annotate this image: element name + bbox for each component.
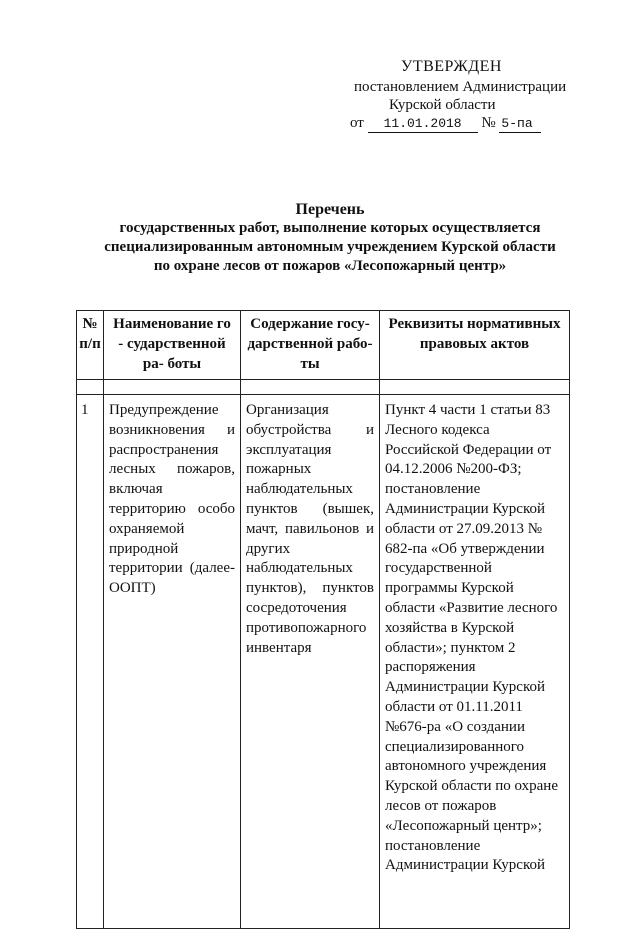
approval-line-resolution: постановлением Администрации (354, 79, 567, 95)
number-prefix: № (481, 115, 496, 131)
row-number: 1 (77, 395, 104, 929)
approval-stamp (0, 0, 640, 140)
table-spacer-row (77, 380, 570, 395)
header-work-name: Наименование го - сударственной ра- боты (104, 311, 241, 380)
document-title (100, 200, 560, 276)
approval-line-region: Курской области (389, 97, 496, 113)
header-legal-acts: Реквизиты нормативных правовых актов (380, 311, 570, 380)
approval-date: 11.01.2018 (368, 116, 478, 133)
header-work-content: Содержание госу- дарственной рабо- ты (241, 311, 380, 380)
header-number: № п/п (77, 311, 104, 380)
row-work-content: Организация обустройства и эксплуатация пожарных наблюдательных пунктов (вышек, мачт, павильонов и других наблюдательных пунктов), пунктов сосредоточения противопожарного инвентаря (241, 395, 380, 929)
title-subtitle: государственных работ, выполнение которых осуществляется специализированным автономным учреждением Курской области по охране лесов от пожаров «Лесопожарный центр» (104, 220, 556, 274)
table-row (77, 395, 570, 929)
approved-heading: УТВЕРЖДЕН (401, 58, 502, 75)
works-table (76, 310, 570, 929)
row-legal-acts: Пункт 4 части 1 статьи 83 Лесного кодекса Российской Федерации от 04.12.2006 №200-ФЗ; постановление Администрации Курской области от 27.09.2013 № 682-па «Об утверждении государственной программы Курской области «Развитие лесного хозяйства в Курской области»; пунктом 2 распоряжения Администрации Курской области от 01.11.2011 №676-ра «О создании специализированного автономного учреждения Курской области по охране лесов от пожаров «Лесопожарный центр»; постановление Администрации Курской (380, 395, 570, 929)
from-prefix: от (350, 115, 364, 131)
row-work-name: Предупреждение возникновения и распространения лесных пожаров, включая территорию особо охраняемой природной территории (далее-ООПТ) (104, 395, 241, 929)
approval-line-date (350, 114, 541, 133)
title-heading: Перечень (295, 201, 365, 218)
table-header-row (77, 311, 570, 380)
approval-number: 5-па (499, 116, 541, 133)
